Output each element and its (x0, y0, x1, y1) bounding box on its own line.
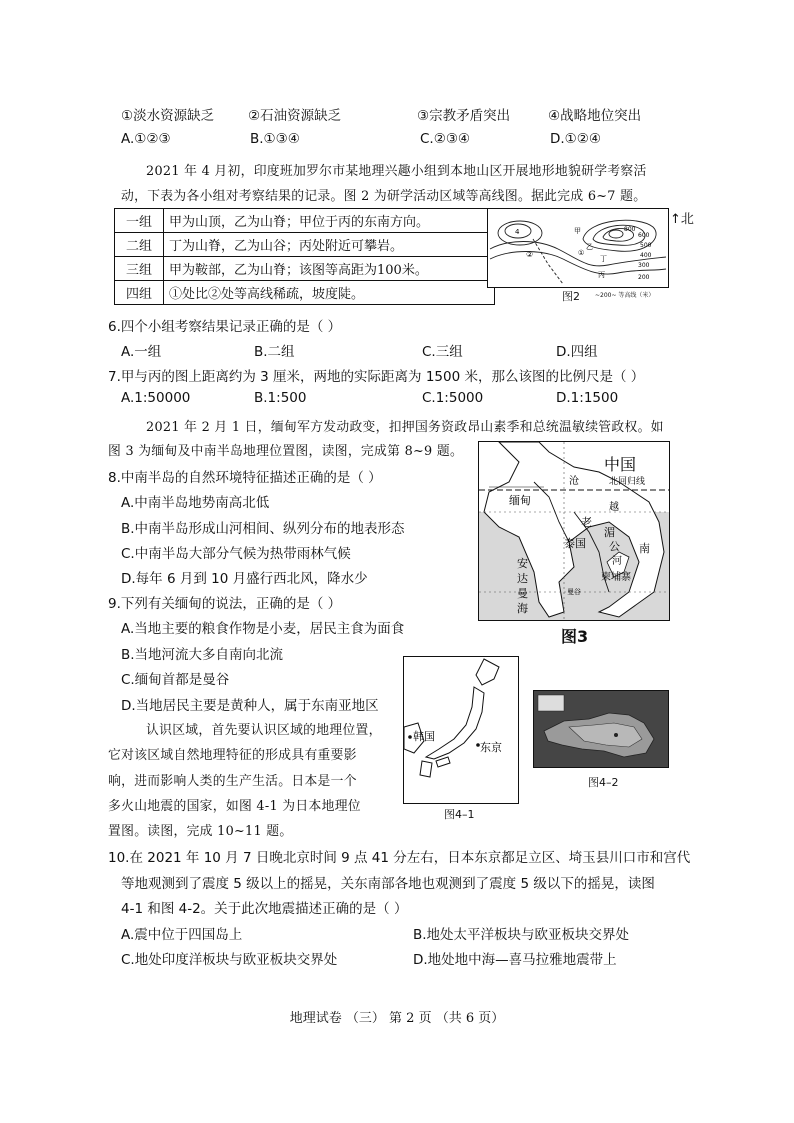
passage-myanmar-line1: 2021 年 2 月 1 日，缅甸军方发动政变，扣押国务资政昂山素季和总统温敏续管政权。如 (146, 420, 664, 435)
fig2-label-c1: ① (578, 249, 585, 257)
q8-option-c: C.中南半岛大部分气候为热带雨林气候 (121, 546, 351, 562)
record-table (114, 208, 495, 305)
fig2-contour-200: 200 (638, 274, 650, 281)
q9-option-d: D.当地居民主要是黄种人，属于东南亚地区 (121, 698, 379, 714)
q7-stem: 7.甲与丙的图上距离约为 3 厘米，两地的实际距离为 1500 米，那么该图的比例尺是（ ） (108, 369, 645, 385)
table-cell-group: 二组 (115, 233, 164, 257)
q10-stem-line1: 10.在 2021 年 10 月 7 日晚北京时间 9 点 41 分左右，日本东京都足立区、埼玉县川口市和宫代 (108, 850, 691, 866)
contour-lines (488, 209, 668, 287)
fig3-caption: 图3 (561, 627, 589, 646)
q6-stem: 6.四个小组考察结果记录正确的是（ ） (108, 319, 342, 335)
passage-japan-line3: 响，进而影响人类的生产生活。日本是一个 (108, 774, 357, 789)
passage-india-line1: 2021 年 4 月初，印度班加罗尔市某地理兴趣小组到本地山区开展地形地貌研学考察活 (146, 164, 647, 179)
q10-option-d: D.地处地中海—喜马拉雅地震带上 (413, 952, 617, 968)
fig2-contour-400: 400 (640, 252, 652, 259)
table-row (115, 233, 495, 257)
fig2-caption: 图2 (562, 290, 580, 303)
fig41-caption: 图4–1 (444, 808, 475, 821)
passage-japan-line5: 置图。读图，完成 10~11 题。 (108, 824, 293, 839)
q6-option-c: C.三组 (422, 344, 463, 360)
fig2-legend: ~200~ 等高线（米） (595, 292, 655, 299)
fig2-label-c2: ② (526, 250, 534, 259)
fig2-contour-600: 600 (638, 232, 650, 239)
indochina-map-drawing (479, 442, 669, 620)
q7-option-a: A.1:50000 (121, 390, 191, 406)
fig3-label-gong: 公 (609, 540, 620, 553)
passage-india-line2: 动，下表为各小组对考察结果的记录。图 2 为研学活动区域等高线图。据此完成 6~7 题。 (121, 189, 647, 204)
table-cell-group: 四组 (115, 281, 164, 305)
q5-option-3: ③宗教矛盾突出 (417, 108, 511, 124)
passage-japan-line1: 认识区域，首先要认识区域的地理位置， (146, 723, 382, 738)
table-cell-group: 一组 (115, 209, 164, 233)
fig3-label-bangkok: 曼谷 (567, 588, 581, 596)
fig3-label-an: 安 (517, 557, 528, 570)
fig3-label-lao: 老 (581, 516, 592, 529)
q5-choice-b: B.①③④ (250, 131, 300, 147)
q10-option-b: B.地处太平洋板块与欧亚板块交界处 (413, 927, 630, 943)
fig3-label-lan: 湄 (604, 526, 615, 539)
q8-stem: 8.中南半岛的自然环境特征描述正确的是（ ） (108, 470, 382, 486)
q10-option-c: C.地处印度洋板块与欧亚板块交界处 (121, 952, 338, 968)
table-row (115, 209, 495, 233)
q5-option-2: ②石油资源缺乏 (248, 108, 342, 124)
fig2-label-bing: 丙 (598, 271, 605, 279)
q9-stem: 9.下列有关缅甸的说法，正确的是（ ） (108, 596, 342, 612)
passage-japan-line2: 它对该区域自然地理特征的形成具有重要影 (108, 748, 357, 763)
q6-option-a: A.一组 (121, 344, 162, 360)
q8-option-b: B.中南半岛形成山河相间、纵列分布的地表形态 (121, 521, 405, 537)
table-cell-text: ①处比②处等高线稀疏，坡度陡。 (164, 281, 495, 305)
table-row (115, 281, 495, 305)
fig2-label-4: 4 (515, 228, 520, 236)
q9-option-a: A.当地主要的粮食作物是小麦，居民主食为面食 (121, 621, 405, 637)
fig3-label-thailand: 泰国 (564, 537, 586, 550)
fig3-label-myanmar: 缅甸 (509, 494, 531, 507)
figure-4-1-japan-map (403, 656, 519, 804)
fig3-label-hai: 海 (517, 602, 528, 615)
table-cell-text: 丁为山脊，乙为山谷；丙处附近可攀岩。 (164, 233, 495, 257)
fig2-label-yi: 乙 (586, 243, 593, 251)
q5-option-1: ①淡水资源缺乏 (121, 108, 215, 124)
table-cell-group: 三组 (115, 257, 164, 281)
fig2-contour-800: 800 (624, 226, 636, 233)
q6-option-b: B.二组 (254, 344, 295, 360)
q5-choice-d: D.①②④ (550, 131, 601, 147)
japan-map-drawing (404, 657, 518, 803)
fig3-label-yue: 越 (609, 502, 619, 513)
fig3-label-cang: 沧 (569, 476, 579, 487)
table-cell-text: 甲为鞍部，乙为山脊；该图等高距为100米。 (164, 257, 495, 281)
fig3-label-china: 中国 (604, 455, 637, 474)
table-row (115, 257, 495, 281)
q8-option-d: D.每年 6 月到 10 月盛行西北风，降水少 (121, 571, 368, 587)
fig2-north-arrow: ↑北 (670, 212, 694, 227)
q7-option-d: D.1:1500 (556, 390, 619, 406)
passage-japan-line4: 多火山地震的国家，如图 4-1 为日本地理位 (108, 799, 361, 814)
fig3-label-cambodia: 柬埔寨 (601, 572, 631, 583)
fig3-label-da: 达 (517, 572, 528, 585)
page-footer: 地理试卷 （三） 第 2 页 （共 6 页） (289, 1011, 505, 1026)
table-cell-text: 甲为山顶，乙为山脊；甲位于丙的东南方向。 (164, 209, 495, 233)
fig42-caption: 图4–2 (588, 776, 619, 789)
q9-option-b: B.当地河流大多自南向北流 (121, 647, 284, 663)
fig3-label-nan: 南 (639, 542, 650, 555)
fig2-label-ding: 丁 (600, 255, 607, 263)
passage-myanmar-line2: 图 3 为缅甸及中南半岛地理位置图，读图，完成第 8~9 题。 (108, 444, 464, 459)
q9-option-c: C.缅甸首都是曼谷 (121, 672, 230, 688)
figure-2-contour-map (487, 208, 669, 288)
figure-3-indochina-map (478, 441, 670, 621)
quake-map-drawing (534, 691, 668, 767)
fig3-label-he: 河 (612, 556, 622, 567)
q5-option-4: ④战略地位突出 (548, 108, 642, 124)
q10-option-a: A.震中位于四国岛上 (121, 927, 243, 943)
q7-option-b: B.1:500 (254, 390, 307, 406)
q6-option-d: D.四组 (556, 344, 598, 360)
fig3-label-man: 曼 (517, 587, 528, 600)
fig2-contour-500: 500 (640, 242, 652, 249)
fig41-label-tokyo: 东京 (480, 741, 502, 754)
q10-stem-line3: 4-1 和图 4-2。关于此次地震描述正确的是（ ） (121, 901, 408, 917)
q8-option-a: A.中南半岛地势南高北低 (121, 495, 270, 511)
q7-option-c: C.1:5000 (422, 390, 484, 406)
fig2-contour-300: 300 (638, 262, 650, 269)
q5-choice-a: A.①②③ (121, 131, 171, 147)
q5-choice-c: C.②③④ (420, 131, 471, 147)
q10-stem-line2: 等地观测到了震度 5 级以上的摇晃，关东南部各地也观测到了震度 5 级以下的摇晃，读图 (121, 876, 655, 892)
fig2-label-jia: 甲 (574, 227, 581, 235)
fig3-label-tropic: 北回归线 (609, 477, 646, 487)
fig41-label-korea: 韩国 (413, 730, 435, 743)
fig2-north-label: 北 (680, 212, 694, 227)
figure-4-2-quake-map (533, 690, 669, 768)
